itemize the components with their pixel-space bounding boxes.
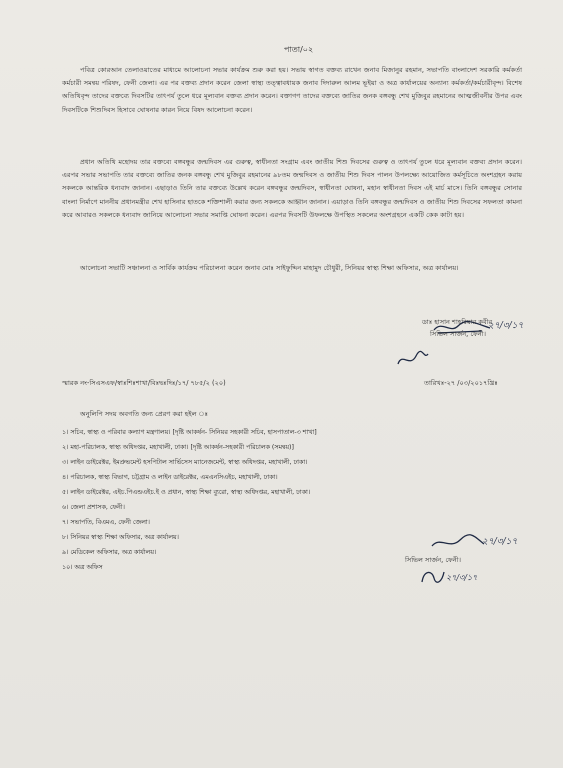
memo-date: তারিখঃ-২৭ /০৩/২০১৭খ্রিঃ [424,379,498,387]
list-item: ১। সচিব, স্বাস্থ্য ও পরিবার কল্যাণ মন্ত্রণালয়। [দৃষ্টি আকর্ষন- সিনিয়র সহকারী সচিব, হাসপাতাল-৩ শাখা] [62,429,317,436]
list-item: ৯। মেডিকেল অফিসার, অত্র কার্যালয়। [62,549,157,556]
cc-heading: অনুলিপি সদয় অবগতি জন্য প্রেরণ করা হইল ঃ [80,410,209,418]
memo-number: স্মারক নং-সিএসএফ/স্বাঃশিঃশাখা/বিঃদ্বঃদিঃ/১৭/ ৭৮৫/২ (২০) [62,379,226,387]
cc-list [62,425,317,575]
initials-lower-scribble [418,566,446,586]
paragraph-moderation: আলোচনা সভাটি সঞ্চালনা ও সার্বিক কার্যক্রম পরিচালনা করেন জনাব মোঃ সাইফুদ্দিন মাহামুদ চৌধুরী, সিনিয়র স্বাস্থ্য শিক্ষা অফিসার, অত্র কার্যালয়। [80,264,459,272]
initials-upper-scribble [394,350,430,370]
signatory-1-block [390,316,540,340]
list-item: ৫। লাইন ডাইরেক্টর, এইচ.পিএন্ডএইচ.ই ও প্রধান, স্বাস্থ্য শিক্ষা ব্যুরো, স্বাস্থ্য অধিদপ্তর, মহাখালী, ঢাকা। [62,489,311,496]
signature-1-date: ২৭/৩/১৭ [488,321,524,331]
paragraph-opening: পবিত্র কোরআন তেলাওয়াতের মাধ্যমে আলোচনা সভার কার্যক্রম শুরু করা হয়। সভায় স্বাগত বক্তব্য রাখেন জনাব মিজানুর রহমান, সভাপতি বাংলাদেশ সরকারি কর্মকর্তা কর্মচারী সমন্বয় পরিষদ, ফেনী জেলা। এর পর বক্তব্য প্রদান করেন জেলা স্বাস্থ্য তত্ত্বাবধায়ক জনাব দিদারুল আলম ভূইয়া ও অত্র কার্যালয়ের অন্যান্য কর্মকর্তা/কর্মচারীবৃন্দ। বিশেষ অতিথিবৃন্দ তাদের বক্তব্যে দিবসটির তাৎপর্য তুলে ধরে মূল্যবান বক্তব্য প্রদান করেন। বক্তাগণ তাদের বক্তব্যে জাতির জনক বঙ্গবন্ধু শেখ মুজিবুর রহমানের আত্মজীবনীর উপর এবং দিবসটিকে শিশুদিবস হিসাবে ঘোষনার কারন নিয়ে বিষদ আলোচনা করেন। [62,66,522,114]
signatory-1-name: ডাঃ হাসান শাহরিয়ার কবীর [422,318,493,326]
page-number: পাতা/০২ [284,45,314,54]
initials-upper [394,350,430,373]
list-item: ৭। সভাপতি, বিএমএ, ফেনী জেলা। [62,519,150,526]
list-item: ২। মহা-পরিচালক, স্বাস্থ্য অধিদপ্তর, মহাখালী, ঢাকা। [দৃষ্টি আকর্ষন-সহকারী পরিচালক (সমন্বয়)] [62,444,294,451]
memo-line [62,377,532,389]
list-item: ৮। সিনিয়র স্বাস্থ্য শিক্ষা অফিসার, অত্র কার্যালয়। [62,534,179,541]
list-item: ৬। জেলা প্রশাসক, ফেনী। [62,504,125,511]
signature-2-date: ২৭/৩/১৭ [482,537,518,547]
list-item: ৩। লাইন ডাইরেক্টর, ইমপ্রুভমেন্ট হসপিটাল সার্ভিসেস ম্যানেজমেন্ট, স্বাস্থ্য অধিদপ্তর, মহাখালী, ঢাকা। [62,459,308,466]
initials-lower-date: ২৭/৩/১৭ [446,573,478,582]
signatory-2-title: সিভিল সার্জন, ফেনী। [405,556,462,564]
list-item: ৪। পরিচালক, স্বাস্থ্য বিভাগ, চট্টগ্রাম ও লাইন ডাইরেক্টর, এমএনসিএইচ, মহাখালী, ঢাকা। [62,474,278,481]
paragraph-chief-guest: প্রধান অতিথি মহোদয় তার বক্তব্যে বঙ্গবন্ধুর জন্মদিবস এর গুরুত্ব, স্বাধীনতা সংগ্রাম এবং জাতীয় শিশু দিবসের গুরুত্ব ও তাৎপর্য তুলে ধরে মূল্যবান বক্তব্য প্রদান করেন। এরপর সভার সভাপতি তার বক্তব্যে জাতির জনক বঙ্গবন্ধু শেখ মুজিবুর রহমানের ৯৮তম জন্মদিবস ও জাতীয় শিশু দিবস পালন উপলক্ষ্যে আয়োজিত কর্মসূচিতে অংশগ্রহন করায় সকলকে আন্তরিক ধন্যবাদ জানান। এছাড়াও তিনি তার বক্তব্যে উল্লেখ করেন বঙ্গবন্ধুর জন্মদিবস, স্বাধীনতা ঘোষনা, মহান স্বাধীনতা দিবস এই মার্চ মাসে। তিনি বঙ্গবন্ধুর সোনার বাংলা নির্মাণে মাননীয় প্রধানমন্ত্রীর শেখ হাসিনার হাতকে শক্তিশালী করার জন্য সকলকে আহ্বান জানান। এয়াড়াও তিনি বঙ্গবন্ধুর জন্মদিবস ও জাতীয় শিশু দিবসের সফলতা কামনা করে আবারও সকলকে ধন্যবাদ জানিয়ে আলোচনা সভার সমাপ্তি ঘোষনা করেন। এরপর দিবসটি উফলক্ষে উপস্থিত সকলের অংশগ্রহনে একটি কেক কাটা হয়। [62,158,522,219]
signatory-1-title: সিভিল সার্জন, ফেনী। [430,330,487,338]
list-item: ১০। অত্র অফিস [62,564,103,571]
signature-scribble-2 [430,532,486,552]
